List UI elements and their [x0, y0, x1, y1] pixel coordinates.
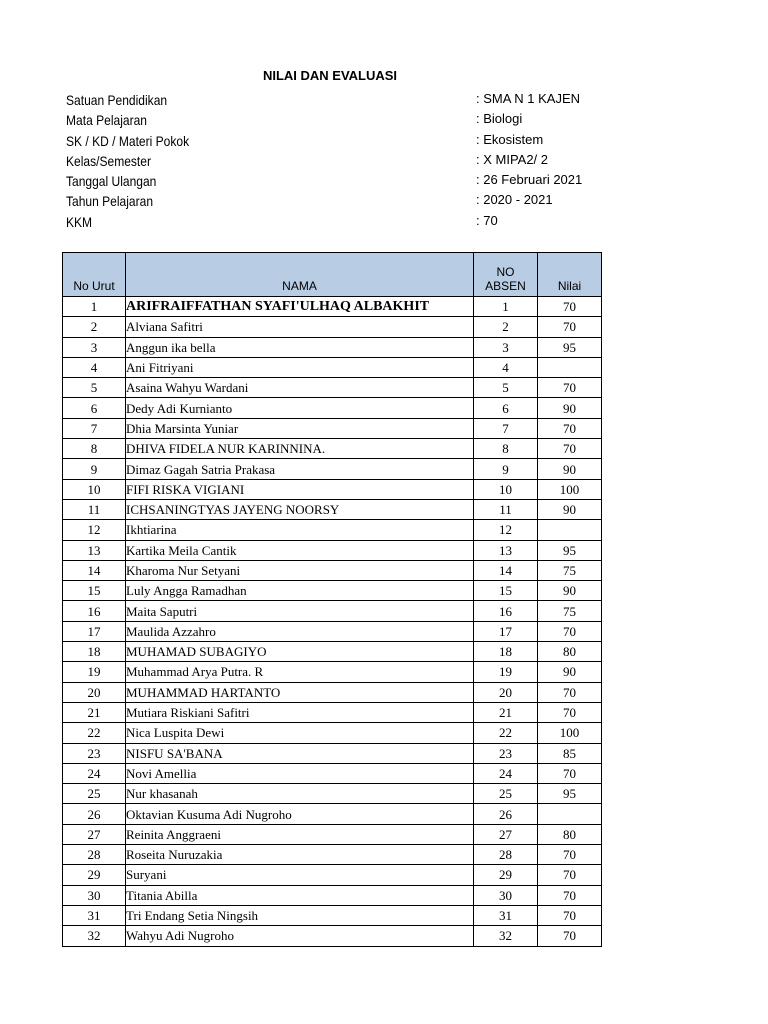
table-row	[63, 763, 602, 783]
cell-no-urut: 32	[63, 926, 126, 946]
cell-no-absen: 30	[474, 885, 538, 905]
cell-nilai: 70	[538, 439, 602, 459]
page-title: NILAI DAN EVALUASI	[262, 68, 398, 83]
info-row	[66, 212, 666, 232]
table-header-row	[63, 253, 602, 297]
cell-nama: Suryani	[126, 865, 474, 885]
cell-nama: NISFU SA'BANA	[126, 743, 474, 763]
cell-no-absen: 29	[474, 865, 538, 885]
grades-table	[62, 252, 602, 947]
info-label: Mata Pelajaran	[66, 112, 147, 129]
cell-nama: Oktavian Kusuma Adi Nugroho	[126, 804, 474, 824]
cell-nilai	[538, 520, 602, 540]
table-row	[63, 621, 602, 641]
table-row	[63, 784, 602, 804]
cell-no-absen: 16	[474, 601, 538, 621]
cell-nama: Anggun ika bella	[126, 337, 474, 357]
cell-no-absen: 18	[474, 642, 538, 662]
cell-no-absen: 28	[474, 845, 538, 865]
table-row	[63, 804, 602, 824]
cell-no-absen: 11	[474, 499, 538, 519]
cell-no-urut: 15	[63, 581, 126, 601]
cell-no-urut: 28	[63, 845, 126, 865]
cell-no-absen: 21	[474, 702, 538, 722]
cell-nama: Asaina Wahyu Wardani	[126, 378, 474, 398]
cell-nilai: 75	[538, 601, 602, 621]
info-row	[66, 191, 666, 211]
cell-no-urut: 27	[63, 824, 126, 844]
cell-no-absen: 5	[474, 378, 538, 398]
cell-no-urut: 10	[63, 479, 126, 499]
info-block	[66, 90, 666, 232]
info-row	[66, 110, 666, 130]
header-no-absen	[474, 253, 538, 297]
info-label: Satuan Pendidikan	[66, 92, 168, 108]
cell-no-absen: 25	[474, 784, 538, 804]
table-row	[63, 560, 602, 580]
table-row	[63, 926, 602, 946]
table-row	[63, 459, 602, 479]
table-row	[63, 297, 602, 317]
cell-no-urut: 7	[63, 418, 126, 438]
cell-nama: Muhammad Arya Putra. R	[126, 662, 474, 682]
cell-nilai: 95	[538, 337, 602, 357]
table-row	[63, 479, 602, 499]
cell-nama: Dimaz Gagah Satria Prakasa	[126, 459, 474, 479]
cell-nilai: 95	[538, 540, 602, 560]
cell-nilai: 95	[538, 784, 602, 804]
header-nama: NAMA	[126, 253, 474, 297]
cell-no-absen: 8	[474, 439, 538, 459]
cell-nilai: 70	[538, 865, 602, 885]
info-row	[66, 171, 666, 191]
cell-no-absen: 31	[474, 905, 538, 925]
cell-no-absen: 7	[474, 418, 538, 438]
cell-no-urut: 4	[63, 357, 126, 377]
cell-no-urut: 31	[63, 905, 126, 925]
table-row	[63, 601, 602, 621]
cell-nilai: 70	[538, 763, 602, 783]
info-value: : X MIPA2/ 2	[476, 151, 549, 167]
cell-no-absen: 24	[474, 763, 538, 783]
cell-nilai	[538, 804, 602, 824]
info-value: : 26 Februari 2021	[476, 172, 583, 188]
cell-no-urut: 5	[63, 378, 126, 398]
table-row	[63, 642, 602, 662]
table-row	[63, 540, 602, 560]
info-value: : SMA N 1 KAJEN	[476, 91, 581, 106]
cell-no-urut: 20	[63, 682, 126, 702]
cell-no-absen: 14	[474, 560, 538, 580]
cell-no-urut: 6	[63, 398, 126, 418]
cell-no-urut: 3	[63, 337, 126, 357]
cell-nilai: 80	[538, 824, 602, 844]
cell-no-urut: 12	[63, 520, 126, 540]
cell-no-absen: 9	[474, 459, 538, 479]
cell-nama: Ani Fitriyani	[126, 357, 474, 377]
cell-no-urut: 1	[63, 297, 126, 317]
table-row	[63, 439, 602, 459]
cell-no-absen: 12	[474, 520, 538, 540]
info-row	[66, 131, 666, 151]
table-row	[63, 337, 602, 357]
cell-nama: Reinita Anggraeni	[126, 824, 474, 844]
cell-no-urut: 24	[63, 763, 126, 783]
cell-no-absen: 27	[474, 824, 538, 844]
cell-nilai: 70	[538, 418, 602, 438]
cell-no-urut: 29	[63, 865, 126, 885]
cell-nilai: 70	[538, 845, 602, 865]
cell-nama: Dedy Adi Kurnianto	[126, 398, 474, 418]
cell-no-absen: 20	[474, 682, 538, 702]
cell-no-absen: 1	[474, 297, 538, 317]
cell-nama: MUHAMMAD HARTANTO	[126, 682, 474, 702]
cell-nama: Kartika Meila Cantik	[126, 540, 474, 560]
cell-nama: FIFI RISKA VIGIANI	[126, 479, 474, 499]
cell-nama: Novi Amellia	[126, 763, 474, 783]
cell-no-urut: 14	[63, 560, 126, 580]
cell-nama: Maita Saputri	[126, 601, 474, 621]
table-row	[63, 499, 602, 519]
header-no-absen-line1: NO	[496, 265, 515, 279]
cell-nama: Alviana Safitri	[126, 317, 474, 337]
cell-no-urut: 16	[63, 601, 126, 621]
info-label: SK / KD / Materi Pokok	[66, 132, 190, 149]
info-value: : Biologi	[476, 111, 523, 127]
cell-nilai: 90	[538, 581, 602, 601]
cell-nama: Ikhtiarina	[126, 520, 474, 540]
cell-nama: Tri Endang Setia Ningsih	[126, 905, 474, 925]
cell-nama: Wahyu Adi Nugroho	[126, 926, 474, 946]
cell-no-absen: 17	[474, 621, 538, 641]
info-label: KKM	[66, 213, 93, 230]
cell-no-urut: 9	[63, 459, 126, 479]
cell-no-urut: 22	[63, 723, 126, 743]
cell-nilai: 70	[538, 317, 602, 337]
cell-nama: Nica Luspita Dewi	[126, 723, 474, 743]
cell-nama: Luly Angga Ramadhan	[126, 581, 474, 601]
cell-nilai: 85	[538, 743, 602, 763]
table-row	[63, 905, 602, 925]
cell-no-urut: 17	[63, 621, 126, 641]
header-no-urut: No Urut	[63, 253, 126, 297]
table-row	[63, 865, 602, 885]
info-row	[66, 90, 666, 110]
header-no-absen-line2: ABSEN	[485, 279, 526, 293]
table-row	[63, 682, 602, 702]
cell-nama: Titania Abilla	[126, 885, 474, 905]
cell-no-urut: 30	[63, 885, 126, 905]
cell-nilai: 70	[538, 926, 602, 946]
cell-no-absen: 32	[474, 926, 538, 946]
cell-nilai: 90	[538, 662, 602, 682]
info-label: Tanggal Ulangan	[66, 173, 157, 190]
cell-no-urut: 8	[63, 439, 126, 459]
cell-nama: DHIVA FIDELA NUR KARINNINA.	[126, 439, 474, 459]
cell-no-urut: 19	[63, 662, 126, 682]
cell-no-absen: 23	[474, 743, 538, 763]
info-row	[66, 151, 666, 171]
cell-nama: Roseita Nuruzakia	[126, 845, 474, 865]
cell-nilai: 90	[538, 499, 602, 519]
cell-no-urut: 23	[63, 743, 126, 763]
cell-no-absen: 10	[474, 479, 538, 499]
info-value: : 2020 - 2021	[476, 192, 553, 208]
table-row	[63, 378, 602, 398]
info-label: Kelas/Semester	[66, 152, 151, 169]
cell-no-absen: 6	[474, 398, 538, 418]
cell-no-urut: 13	[63, 540, 126, 560]
cell-no-absen: 15	[474, 581, 538, 601]
table-row	[63, 824, 602, 844]
cell-no-absen: 22	[474, 723, 538, 743]
info-label: Tahun Pelajaran	[66, 193, 154, 210]
table-row	[63, 743, 602, 763]
cell-nilai: 70	[538, 378, 602, 398]
cell-nilai	[538, 357, 602, 377]
cell-no-absen: 26	[474, 804, 538, 824]
cell-no-urut: 2	[63, 317, 126, 337]
cell-no-urut: 18	[63, 642, 126, 662]
info-value: : Ekosistem	[476, 131, 544, 147]
info-value: : 70	[476, 212, 498, 228]
table-row	[63, 723, 602, 743]
table-row	[63, 845, 602, 865]
cell-nilai: 70	[538, 905, 602, 925]
cell-nilai: 100	[538, 479, 602, 499]
cell-no-urut: 26	[63, 804, 126, 824]
header-nilai: Nilai	[538, 253, 602, 297]
cell-no-urut: 25	[63, 784, 126, 804]
cell-nilai: 70	[538, 682, 602, 702]
cell-no-urut: 11	[63, 499, 126, 519]
cell-nilai: 100	[538, 723, 602, 743]
cell-no-absen: 19	[474, 662, 538, 682]
table-row	[63, 662, 602, 682]
table-row	[63, 885, 602, 905]
cell-no-absen: 4	[474, 357, 538, 377]
table-row	[63, 317, 602, 337]
cell-nama: Kharoma Nur Setyani	[126, 560, 474, 580]
cell-nilai: 90	[538, 459, 602, 479]
table-row	[63, 418, 602, 438]
cell-nama: Dhia Marsinta Yuniar	[126, 418, 474, 438]
table-row	[63, 398, 602, 418]
cell-nilai: 80	[538, 642, 602, 662]
table-row	[63, 702, 602, 722]
cell-nilai: 70	[538, 885, 602, 905]
cell-no-absen: 2	[474, 317, 538, 337]
table-row	[63, 581, 602, 601]
cell-nilai: 70	[538, 621, 602, 641]
cell-nama: Maulida Azzahro	[126, 621, 474, 641]
cell-nilai: 70	[538, 297, 602, 317]
cell-nilai: 75	[538, 560, 602, 580]
cell-nilai: 70	[538, 702, 602, 722]
table-row	[63, 357, 602, 377]
table-row	[63, 520, 602, 540]
cell-no-urut: 21	[63, 702, 126, 722]
cell-nama: ICHSANINGTYAS JAYENG NOORSY	[126, 499, 474, 519]
cell-nama: Nur khasanah	[126, 784, 474, 804]
cell-nama: Mutiara Riskiani Safitri	[126, 702, 474, 722]
cell-no-absen: 3	[474, 337, 538, 357]
cell-nama: MUHAMAD SUBAGIYO	[126, 642, 474, 662]
cell-nilai: 90	[538, 398, 602, 418]
cell-nama: ARIFRAIFFATHAN SYAFI'ULHAQ ALBAKHIT	[126, 297, 474, 317]
cell-no-absen: 13	[474, 540, 538, 560]
